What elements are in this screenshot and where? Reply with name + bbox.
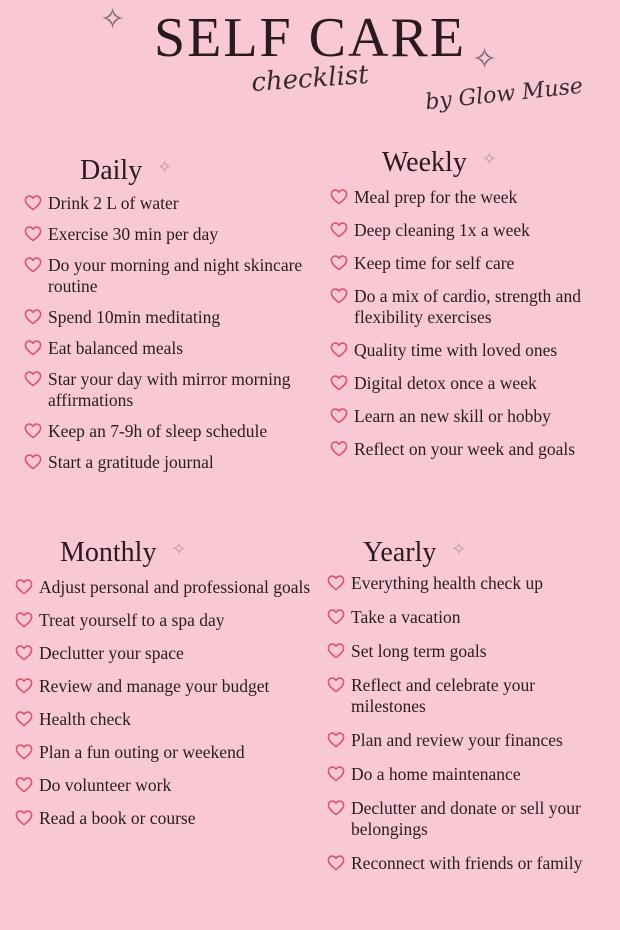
checklist-item <box>327 675 612 717</box>
checklist-item <box>330 439 605 460</box>
heart-icon <box>24 340 42 356</box>
monthly-list <box>15 577 315 829</box>
heart-icon <box>327 766 345 782</box>
heart-icon <box>327 575 345 591</box>
checklist-item-label: Plan a fun outing or weekend <box>39 742 245 762</box>
heart-icon <box>327 800 345 816</box>
weekly-title: Weekly <box>382 147 467 178</box>
checklist-item <box>15 709 315 730</box>
checklist-item <box>24 421 314 442</box>
monthly-title: Monthly <box>60 537 157 568</box>
checklist-item <box>15 808 315 829</box>
checklist-item-label: Read a book or course <box>39 808 196 828</box>
checklist-item <box>24 193 314 214</box>
heart-icon <box>15 579 33 595</box>
checklist-item <box>24 452 314 473</box>
daily-section <box>24 155 314 483</box>
checklist-item-label: Set long term goals <box>351 641 487 661</box>
checklist-item <box>330 286 605 328</box>
weekly-heading <box>382 147 497 179</box>
heart-icon <box>15 612 33 628</box>
checklist-item-label: Reconnect with friends or family <box>351 853 583 873</box>
checklist-item-label: Take a vacation <box>351 607 461 627</box>
checklist-item <box>327 730 612 751</box>
heart-icon <box>330 255 348 271</box>
checklist-item-label: Quality time with loved ones <box>354 340 558 360</box>
checklist-item <box>15 577 315 598</box>
heart-icon <box>330 408 348 424</box>
monthly-heading <box>60 537 187 569</box>
monthly-section <box>15 537 315 841</box>
checklist-item-label: Reflect and celebrate your milestones <box>351 675 536 716</box>
heart-icon <box>24 309 42 325</box>
heart-icon <box>330 342 348 358</box>
checklist-item-label: Review and manage your budget <box>39 676 270 696</box>
checklist-item <box>15 742 315 763</box>
checklist-item <box>330 253 605 274</box>
checklist-item-label: Keep an 7-9h of sleep schedule <box>48 421 268 441</box>
checklist-item <box>24 307 314 328</box>
checklist-item-label: Exercise 30 min per day <box>48 224 219 244</box>
heart-icon <box>330 189 348 205</box>
sparkle-icon: ✧ <box>472 43 498 76</box>
checklist-item <box>327 798 612 840</box>
checklist-item-label: Eat balanced meals <box>48 338 184 358</box>
checklist-item <box>24 224 314 245</box>
checklist-item-label: Meal prep for the week <box>354 187 518 207</box>
heart-icon <box>24 423 42 439</box>
checklist-item-label: Spend 10min meditating <box>48 307 221 327</box>
heart-icon <box>24 257 42 273</box>
checklist-item-label: Star your day with mirror morning affirmations <box>48 369 291 410</box>
heart-icon <box>327 677 345 693</box>
heart-icon <box>327 855 345 871</box>
checklist-item-label: Do volunteer work <box>39 775 172 795</box>
sparkle-icon: ✧ <box>481 149 497 169</box>
daily-heading <box>80 155 173 187</box>
checklist-item <box>330 187 605 208</box>
sparkle-icon: ✧ <box>100 3 126 36</box>
checklist-item <box>15 643 315 664</box>
daily-list <box>24 193 314 473</box>
heart-icon <box>15 777 33 793</box>
heart-icon <box>327 732 345 748</box>
checklist-item-label: Declutter and donate or sell your belongings <box>351 798 581 839</box>
checklist-item-label: Declutter your space <box>39 643 184 663</box>
checklist-item-label: Learn an new skill or hobby <box>354 406 551 426</box>
heart-icon <box>24 226 42 242</box>
checklist-item-label: Do a home maintenance <box>351 764 521 784</box>
checklist-item <box>327 607 612 628</box>
heart-icon <box>24 195 42 211</box>
heart-icon <box>15 678 33 694</box>
byline: by Glow Muse <box>424 73 585 116</box>
checklist-item <box>327 764 612 785</box>
checklist-item-label: Keep time for self care <box>354 253 515 273</box>
heart-icon <box>15 711 33 727</box>
checklist-item <box>24 255 314 297</box>
sparkle-icon: ✧ <box>171 539 187 559</box>
sparkle-icon: ✧ <box>157 157 173 177</box>
checklist-item-label: Deep cleaning 1x a week <box>354 220 530 240</box>
checklist-item-label: Health check <box>39 709 131 729</box>
heart-icon <box>327 643 345 659</box>
checklist-item-label: Digital detox once a week <box>354 373 537 393</box>
checklist-item-label: Treat yourself to a spa day <box>39 610 225 630</box>
yearly-list <box>327 573 612 874</box>
checklist-item-label: Reflect on your week and goals <box>354 439 576 459</box>
heart-icon <box>24 454 42 470</box>
checklist-item <box>330 340 605 361</box>
heart-icon <box>24 371 42 387</box>
heart-icon <box>327 609 345 625</box>
heart-icon <box>330 222 348 238</box>
checklist-item <box>24 369 314 411</box>
daily-title: Daily <box>80 155 143 186</box>
checklist-item <box>327 853 612 874</box>
heart-icon <box>330 375 348 391</box>
checklist-item <box>330 373 605 394</box>
heart-icon <box>330 288 348 304</box>
weekly-section <box>330 147 605 472</box>
page-title: SELF CARE <box>153 7 467 69</box>
checklist-item-label: Do your morning and night skincare routine <box>48 255 303 296</box>
checklist-item <box>15 676 315 697</box>
checklist-item-label: Adjust personal and professional goals <box>39 577 311 597</box>
checklist-item <box>327 573 612 594</box>
yearly-heading <box>363 537 467 569</box>
heart-icon <box>15 744 33 760</box>
yearly-section <box>327 537 612 887</box>
checklist-item <box>15 610 315 631</box>
checklist-item <box>15 775 315 796</box>
checklist-item <box>330 406 605 427</box>
yearly-title: Yearly <box>363 537 437 568</box>
checklist-item-label: Start a gratitude journal <box>48 452 214 472</box>
checklist-item-label: Plan and review your finances <box>351 730 563 750</box>
weekly-list <box>330 187 605 460</box>
heart-icon <box>330 441 348 457</box>
sparkle-icon: ✧ <box>451 539 467 559</box>
checklist-item <box>330 220 605 241</box>
checklist-item-label: Do a mix of cardio, strength and flexibility exercises <box>354 286 581 327</box>
checklist-item <box>327 641 612 662</box>
checklist-item-label: Everything health check up <box>351 573 543 593</box>
checklist-item <box>24 338 314 359</box>
checklist-item-label: Drink 2 L of water <box>48 193 179 213</box>
heart-icon <box>15 810 33 826</box>
page-subtitle: checklist <box>250 59 370 99</box>
heart-icon <box>15 645 33 661</box>
